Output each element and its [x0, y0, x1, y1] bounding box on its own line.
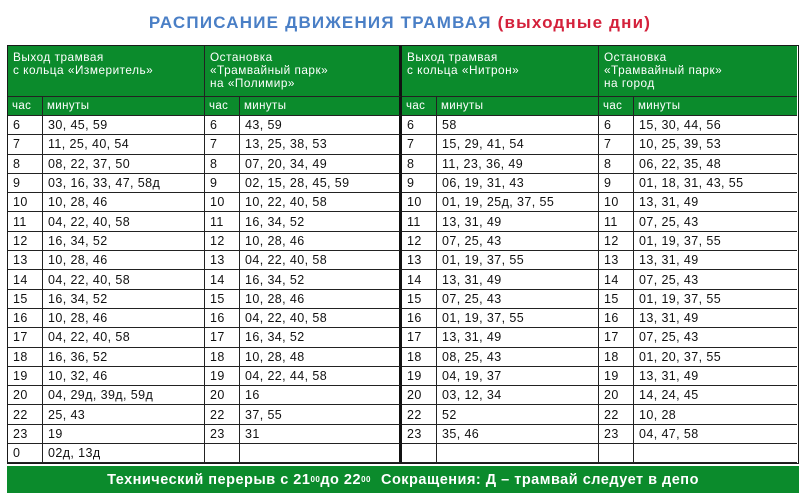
minutes-cell: 07, 25, 43 — [437, 232, 599, 251]
hour-cell: 10 — [8, 193, 43, 212]
minutes-cell: 10, 28 — [634, 405, 797, 424]
hour-cell: 20 — [205, 386, 240, 405]
minutes-cell: 04, 22, 40, 58 — [240, 309, 402, 328]
minutes-cell: 13, 25, 38, 53 — [240, 135, 402, 154]
minutes-cell: 35, 46 — [437, 425, 599, 444]
hour-cell: 22 — [402, 405, 437, 424]
hour-cell: 20 — [8, 386, 43, 405]
minutes-cell: 04, 19, 37 — [437, 367, 599, 386]
hour-cell: 17 — [599, 328, 634, 347]
hour-cell: 12 — [205, 232, 240, 251]
minutes-cell: 07, 25, 43 — [634, 270, 797, 289]
hour-cell — [599, 444, 634, 463]
minutes-cell: 13, 31, 49 — [634, 309, 797, 328]
hour-label: час — [205, 97, 240, 116]
hour-cell — [205, 444, 240, 463]
minutes-cell: 01, 19, 25д, 37, 55 — [437, 193, 599, 212]
minutes-cell: 03, 16, 33, 47, 58д — [43, 174, 205, 193]
minutes-cell: 58 — [437, 116, 599, 135]
minutes-cell: 52 — [437, 405, 599, 424]
minutes-cell: 04, 22, 40, 58 — [240, 251, 402, 270]
hour-cell: 15 — [599, 290, 634, 309]
hour-cell: 16 — [599, 309, 634, 328]
minutes-cell: 13, 31, 49 — [437, 212, 599, 231]
minutes-cell: 07, 25, 43 — [437, 290, 599, 309]
hour-cell: 19 — [599, 367, 634, 386]
minutes-cell: 19 — [43, 425, 205, 444]
hour-cell: 23 — [599, 425, 634, 444]
break-prefix: Технический перерыв с 21 — [107, 471, 311, 488]
minutes-cell: 04, 22, 40, 58 — [43, 212, 205, 231]
minutes-cell: 04, 22, 40, 58 — [43, 270, 205, 289]
minutes-cell: 13, 31, 49 — [437, 270, 599, 289]
minutes-cell: 16, 34, 52 — [240, 270, 402, 289]
hour-cell: 10 — [402, 193, 437, 212]
hour-cell: 6 — [599, 116, 634, 135]
minutes-cell: 11, 25, 40, 54 — [43, 135, 205, 154]
minutes-cell: 43, 59 — [240, 116, 402, 135]
hour-cell: 8 — [8, 155, 43, 174]
hour-cell: 9 — [205, 174, 240, 193]
minutes-cell: 01, 18, 31, 43, 55 — [634, 174, 797, 193]
minutes-cell: 10, 22, 40, 58 — [240, 193, 402, 212]
hour-cell: 14 — [8, 270, 43, 289]
hour-cell: 19 — [8, 367, 43, 386]
break-from-sup: 00 — [310, 474, 321, 484]
hour-cell: 14 — [402, 270, 437, 289]
hour-cell: 8 — [599, 155, 634, 174]
hour-cell: 15 — [205, 290, 240, 309]
minutes-cell: 16 — [240, 386, 402, 405]
hour-cell: 18 — [205, 348, 240, 367]
minutes-cell: 30, 45, 59 — [43, 116, 205, 135]
hour-cell: 13 — [8, 251, 43, 270]
minutes-cell: 04, 22, 44, 58 — [240, 367, 402, 386]
minutes-cell: 04, 47, 58 — [634, 425, 797, 444]
hour-cell: 11 — [205, 212, 240, 231]
hour-cell: 9 — [8, 174, 43, 193]
column-header: Выход трамвая с кольца «Нитрон» — [402, 46, 599, 97]
hour-cell — [402, 444, 437, 463]
hour-cell: 14 — [599, 270, 634, 289]
minutes-cell: 10, 28, 48 — [240, 348, 402, 367]
break-mid: до 22 — [320, 471, 362, 488]
minutes-cell: 03, 12, 34 — [437, 386, 599, 405]
minutes-label: минуты — [437, 97, 599, 116]
minutes-cell: 10, 32, 46 — [43, 367, 205, 386]
hour-cell: 20 — [599, 386, 634, 405]
hour-cell: 8 — [402, 155, 437, 174]
hour-cell: 20 — [402, 386, 437, 405]
break-to-sup: 00 — [361, 474, 371, 484]
minutes-cell: 08, 22, 37, 50 — [43, 155, 205, 174]
hour-cell: 7 — [205, 135, 240, 154]
minutes-cell: 04, 29д, 39д, 59д — [43, 386, 205, 405]
minutes-cell — [634, 444, 797, 463]
minutes-cell: 11, 23, 36, 49 — [437, 155, 599, 174]
hour-cell: 23 — [205, 425, 240, 444]
minutes-label: минуты — [43, 97, 205, 116]
minutes-cell: 06, 22, 35, 48 — [634, 155, 797, 174]
hour-label: час — [8, 97, 43, 116]
hour-cell: 10 — [205, 193, 240, 212]
hour-cell: 23 — [8, 425, 43, 444]
hour-cell: 16 — [402, 309, 437, 328]
minutes-cell: 01, 19, 37, 55 — [634, 290, 797, 309]
column-header: Остановка «Трамвайный парк» на «Полимир» — [205, 46, 402, 97]
hour-cell: 0 — [8, 444, 43, 463]
hour-cell: 7 — [599, 135, 634, 154]
minutes-cell: 10, 28, 46 — [43, 251, 205, 270]
minutes-cell: 16, 36, 52 — [43, 348, 205, 367]
minutes-cell: 02, 15, 28, 45, 59 — [240, 174, 402, 193]
hour-cell: 19 — [205, 367, 240, 386]
hour-cell: 9 — [599, 174, 634, 193]
hour-cell: 6 — [205, 116, 240, 135]
minutes-cell: 07, 25, 43 — [634, 328, 797, 347]
title-sub: (выходные дни) — [497, 13, 652, 32]
hour-cell: 22 — [8, 405, 43, 424]
hour-cell: 9 — [402, 174, 437, 193]
hour-cell: 19 — [402, 367, 437, 386]
minutes-cell: 15, 29, 41, 54 — [437, 135, 599, 154]
minutes-cell: 10, 28, 46 — [43, 193, 205, 212]
footer-bar — [7, 466, 799, 493]
minutes-cell: 01, 19, 37, 55 — [634, 232, 797, 251]
hour-cell: 15 — [8, 290, 43, 309]
minutes-cell: 02д, 13д — [43, 444, 205, 463]
minutes-cell: 07, 25, 43 — [634, 212, 797, 231]
hour-cell: 8 — [205, 155, 240, 174]
minutes-cell: 16, 34, 52 — [43, 290, 205, 309]
hour-cell: 7 — [402, 135, 437, 154]
minutes-cell: 07, 20, 34, 49 — [240, 155, 402, 174]
hour-cell: 13 — [205, 251, 240, 270]
minutes-label: минуты — [240, 97, 402, 116]
column-header: Выход трамвая с кольца «Измеритель» — [8, 46, 205, 97]
minutes-cell: 06, 19, 31, 43 — [437, 174, 599, 193]
minutes-cell: 13, 31, 49 — [634, 193, 797, 212]
hour-label: час — [599, 97, 634, 116]
minutes-cell: 16, 34, 52 — [43, 232, 205, 251]
hour-cell: 22 — [599, 405, 634, 424]
minutes-cell: 01, 19, 37, 55 — [437, 251, 599, 270]
column-header: Остановка «Трамвайный парк» на город — [599, 46, 797, 97]
hour-cell: 12 — [599, 232, 634, 251]
hour-cell: 6 — [402, 116, 437, 135]
minutes-cell: 15, 30, 44, 56 — [634, 116, 797, 135]
hour-cell: 18 — [402, 348, 437, 367]
hour-cell: 11 — [8, 212, 43, 231]
hour-cell: 17 — [402, 328, 437, 347]
schedule-table — [7, 45, 799, 464]
hour-cell: 11 — [402, 212, 437, 231]
hour-cell: 11 — [599, 212, 634, 231]
minutes-cell: 10, 28, 46 — [43, 309, 205, 328]
hour-cell: 18 — [599, 348, 634, 367]
minutes-cell: 10, 28, 46 — [240, 232, 402, 251]
minutes-label: минуты — [634, 97, 797, 116]
hour-cell: 10 — [599, 193, 634, 212]
hour-cell: 17 — [8, 328, 43, 347]
hour-cell: 13 — [402, 251, 437, 270]
hour-cell: 6 — [8, 116, 43, 135]
minutes-cell: 10, 28, 46 — [240, 290, 402, 309]
hour-cell: 13 — [599, 251, 634, 270]
hour-cell: 12 — [8, 232, 43, 251]
minutes-cell: 13, 31, 49 — [437, 328, 599, 347]
minutes-cell — [240, 444, 402, 463]
minutes-cell: 37, 55 — [240, 405, 402, 424]
hour-cell: 15 — [402, 290, 437, 309]
title-main: РАСПИСАНИЕ ДВИЖЕНИЯ ТРАМВАЯ — [148, 13, 492, 32]
minutes-cell: 14, 24, 45 — [634, 386, 797, 405]
minutes-cell: 01, 19, 37, 55 — [437, 309, 599, 328]
hour-label: час — [402, 97, 437, 116]
minutes-cell: 04, 22, 40, 58 — [43, 328, 205, 347]
hour-cell: 16 — [205, 309, 240, 328]
hour-cell: 14 — [205, 270, 240, 289]
minutes-cell: 31 — [240, 425, 402, 444]
minutes-cell: 16, 34, 52 — [240, 328, 402, 347]
hour-cell: 18 — [8, 348, 43, 367]
minutes-cell: 13, 31, 49 — [634, 251, 797, 270]
minutes-cell: 25, 43 — [43, 405, 205, 424]
minutes-cell: 08, 25, 43 — [437, 348, 599, 367]
minutes-cell: 16, 34, 52 — [240, 212, 402, 231]
abbrev-note: Сокращения: Д – трамвай следует в депо — [380, 471, 699, 488]
hour-cell: 23 — [402, 425, 437, 444]
hour-cell: 16 — [8, 309, 43, 328]
page-title — [0, 13, 800, 33]
minutes-cell: 13, 31, 49 — [634, 367, 797, 386]
hour-cell: 22 — [205, 405, 240, 424]
hour-cell: 17 — [205, 328, 240, 347]
hour-cell: 12 — [402, 232, 437, 251]
minutes-cell — [437, 444, 599, 463]
hour-cell: 7 — [8, 135, 43, 154]
minutes-cell: 01, 20, 37, 55 — [634, 348, 797, 367]
minutes-cell: 10, 25, 39, 53 — [634, 135, 797, 154]
